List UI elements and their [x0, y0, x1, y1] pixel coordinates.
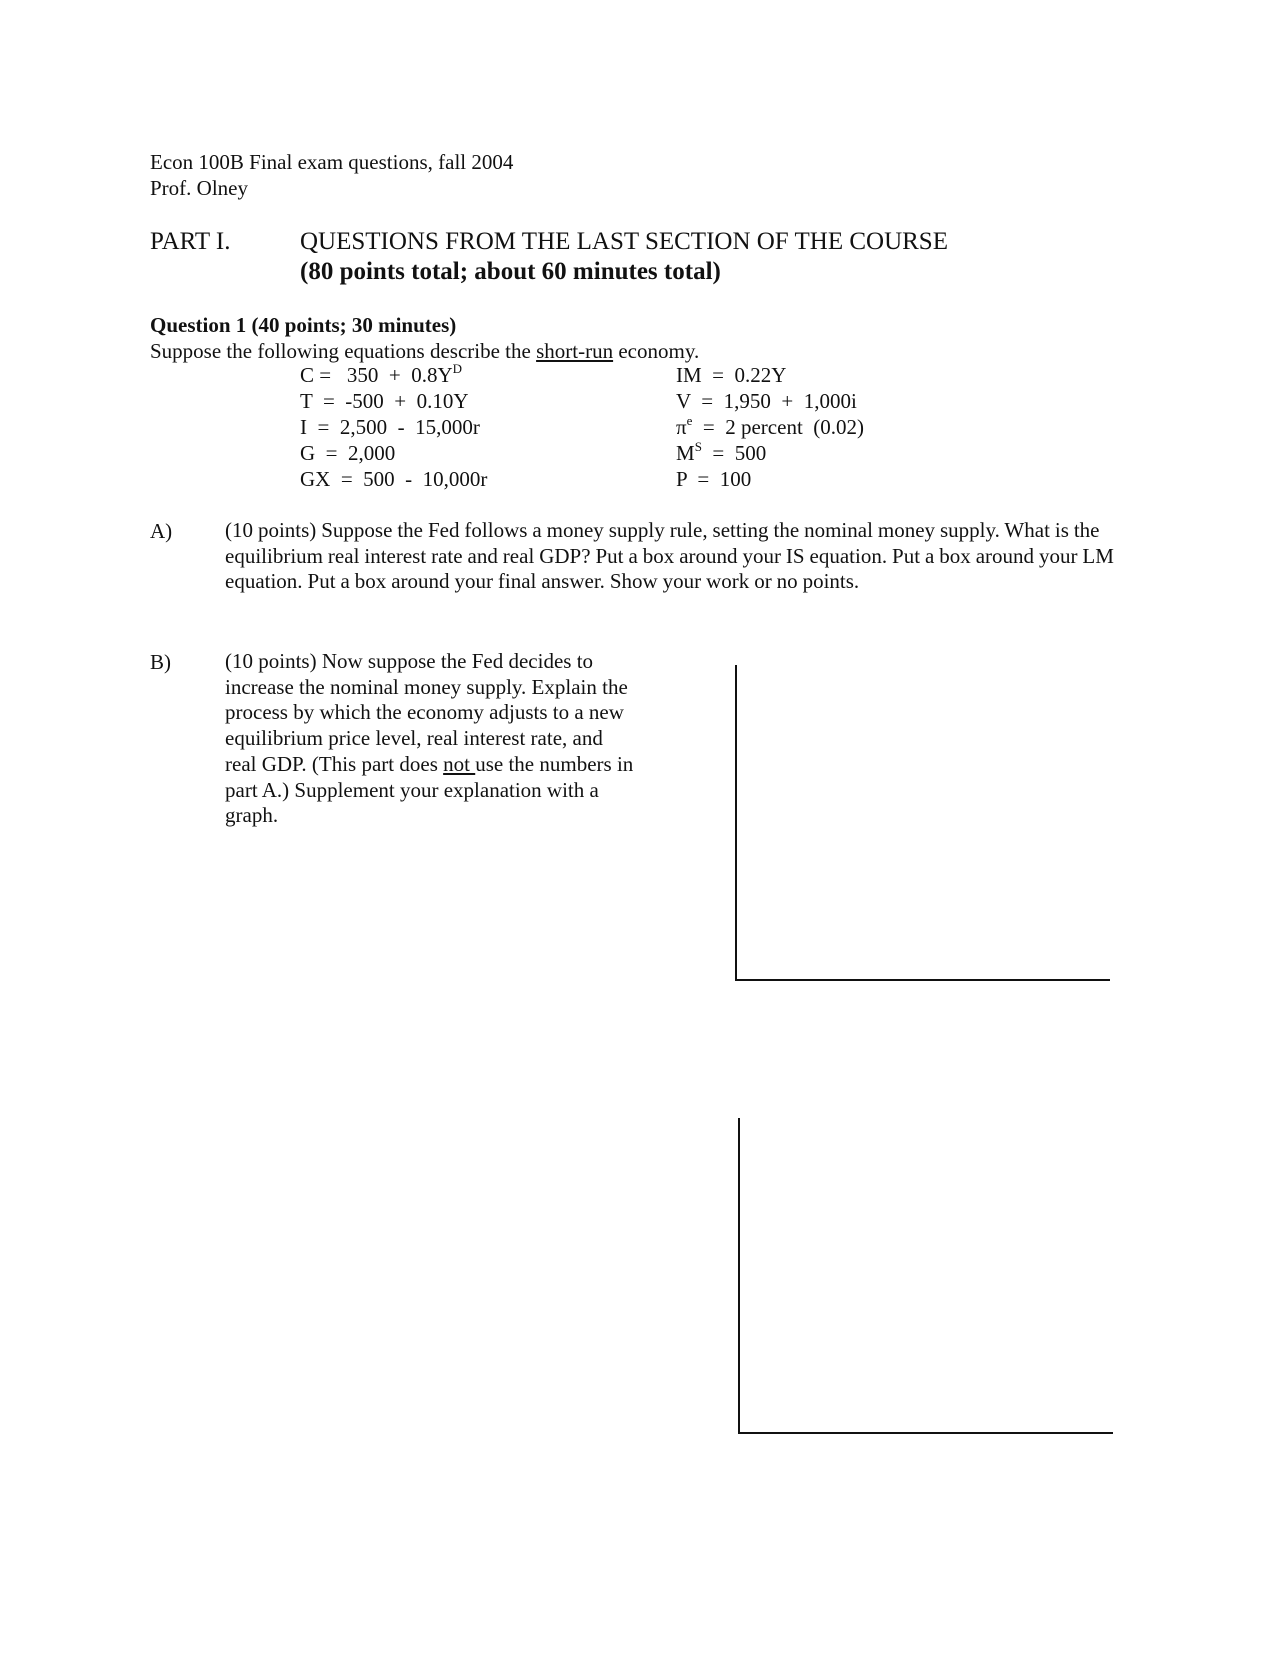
part-a-text: (10 points) Suppose the Fed follows a money supply rule, setting the nominal money supply. What is the equilibrium real interest rate and real GDP? Put a box around your IS equation. Put a box around your LM equation. Put a box around your final answer. Show your work or no points. [225, 518, 1114, 594]
intro-before: Suppose the following equations describe the [150, 339, 537, 363]
equation-velocity: V = 1,950 + 1,000i [676, 389, 857, 413]
question-heading: Question 1 (40 points; 30 minutes) [150, 313, 457, 337]
equation-consumption: $C = 350 + 0.8Y^D$ [300, 361, 462, 387]
part-title-line2: (80 points total; about 60 minutes total) [300, 258, 721, 285]
superscript: D [452, 361, 462, 376]
part-b-text [225, 649, 635, 829]
part-label: PART I. [150, 228, 231, 255]
graph-2-horizontal-axis [738, 1432, 1113, 1434]
question-intro [150, 338, 699, 364]
equation-government: G = 2,000 [300, 441, 396, 465]
superscript: e [686, 413, 693, 428]
graph-1-vertical-axis [735, 665, 737, 981]
part-b-text-underlined: not [443, 751, 476, 776]
course-line: Econ 100B Final exam questions, fall 2004 [150, 150, 514, 174]
graph-2-vertical-axis [738, 1118, 740, 1434]
intro-underlined: short-run [536, 339, 614, 363]
professor-line: Prof. Olney [150, 176, 248, 200]
part-a-label: A) [150, 519, 173, 543]
equation-money-supply: $M^S = 500$ [676, 439, 767, 465]
graph-1-horizontal-axis [735, 979, 1110, 981]
superscript: S [694, 439, 702, 454]
equation-taxes: T = -500 + 0.10Y [300, 389, 469, 413]
equation-exports: GX = 500 - 10,000r [300, 467, 488, 491]
intro-after: economy. [613, 339, 700, 363]
equation-imports: IM = 0.22Y [676, 363, 787, 387]
part-b-label: B) [150, 650, 171, 674]
equation-price-level: P = 100 [676, 467, 752, 491]
part-b-text-after: use the numbers in part A.) Supplement your explanation with a graph. [225, 751, 634, 828]
equation-expected-inflation: $\pi^e = 2$ percent (0.02) [676, 413, 865, 439]
part-b-text-before: (10 points) Now suppose the Fed decides to increase the nominal money supply. Explain the process by which the economy adjusts to a new equilibrium price level, real interest rate, and real GDP. (This part does [225, 649, 628, 776]
equation-investment: I = 2,500 - 15,000r [300, 415, 480, 439]
part-title-line1: QUESTIONS FROM THE LAST SECTION OF THE COURSE [300, 228, 948, 255]
